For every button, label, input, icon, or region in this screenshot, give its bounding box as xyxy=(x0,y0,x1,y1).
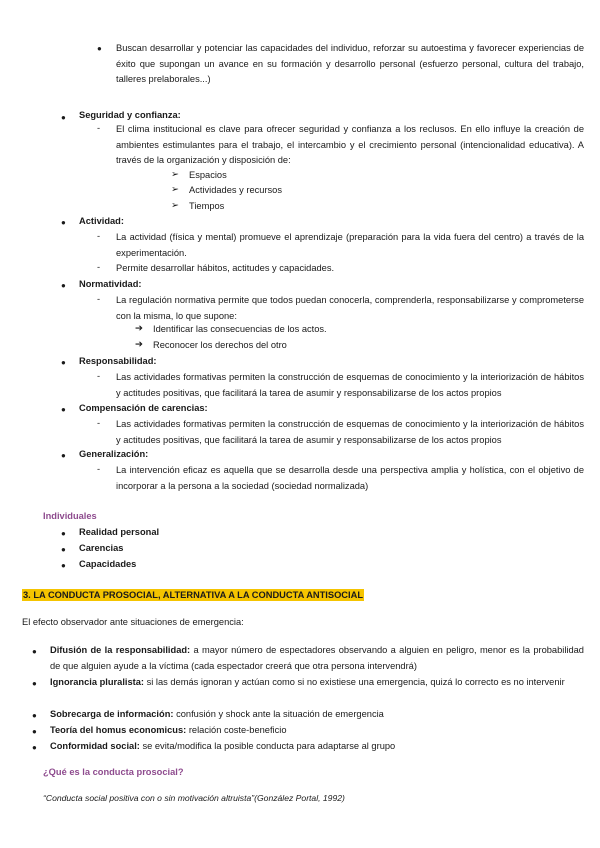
check-arrow-icon: ➢ xyxy=(171,200,179,210)
bullet-icon: ● xyxy=(61,545,66,554)
bullet-icon: ● xyxy=(61,281,66,290)
prosocial-item-text: se evita/modifica la posible conducta para adaptarse al grupo xyxy=(142,741,396,751)
bullet-icon: ● xyxy=(97,44,102,53)
individuales-item: Realidad personal xyxy=(79,527,160,537)
dash-icon: - xyxy=(97,418,101,428)
actividad-text-2: Permite desarrollar hábitos, actitudes y capacidades. xyxy=(116,263,335,273)
prosocial-item-label: Sobrecarga de información: xyxy=(50,709,174,719)
prosocial-question: ¿Qué es la conducta prosocial? xyxy=(43,767,184,777)
seguridad-item: Espacios xyxy=(189,170,227,180)
bullet-icon: ● xyxy=(32,727,37,736)
actividad-text-1: La actividad (física y mental) promueve el aprendizaje (preparación para la vida fuera del centro) a través de la experimentación. xyxy=(116,232,584,258)
dash-icon: - xyxy=(97,371,101,381)
bullet-icon: ● xyxy=(61,451,66,460)
compensacion-heading: Compensación de carencias: xyxy=(79,403,208,413)
actividad-heading: Actividad: xyxy=(79,216,124,226)
bullet-icon: ● xyxy=(61,218,66,227)
dash-icon: - xyxy=(97,123,101,133)
prosocial-item-label: Conformidad social: xyxy=(50,741,140,751)
seguridad-item: Actividades y recursos xyxy=(189,185,283,195)
arrow-right-icon: ➔ xyxy=(135,323,143,333)
compensacion-text: Las actividades formativas permiten la construcción de esquemas de conocimiento y la interiorización de hábitos y actitudes positivas, que facilitará la tarea de asumir y responsabilizarse de los actos propios xyxy=(116,419,584,445)
prosocial-item-label: Ignorancia pluralista: xyxy=(50,677,145,687)
prosocial-item-label: Difusión de la responsabilidad: xyxy=(50,645,191,655)
top-bullet-text: Buscan desarrollar y potenciar las capacidades del individuo, reforzar su autoestima y favorecer experiencias de éxito que supongan un avance en su formación y desarrollo personal (esfuerzo personal, cultura del trabajo, talleres prelaborales...) xyxy=(116,43,584,84)
section-title xyxy=(22,588,364,604)
individuales-heading: Individuales xyxy=(43,511,97,521)
dash-icon: - xyxy=(97,294,101,304)
generalizacion-heading: Generalización: xyxy=(79,449,149,459)
bullet-icon: ● xyxy=(61,358,66,367)
bullet-icon: ● xyxy=(32,711,37,720)
normatividad-item: Reconocer los derechos del otro xyxy=(153,340,287,350)
seguridad-item: Tiempos xyxy=(189,201,225,211)
bullet-icon: ● xyxy=(61,405,66,414)
prosocial-item xyxy=(50,707,584,723)
bullet-icon: ● xyxy=(61,561,66,570)
dash-icon: - xyxy=(97,262,101,272)
bullet-icon: ● xyxy=(32,679,37,688)
prosocial-item-text: confusión y shock ante la situación de emergencia xyxy=(176,709,384,719)
prosocial-item-text: relación coste-beneficio xyxy=(188,725,287,735)
normatividad-text: La regulación normativa permite que todos puedan conocerla, comprenderla, responsabilizarse y comprometerse con la misma, lo que supone: xyxy=(116,295,584,321)
dash-icon: - xyxy=(97,231,101,241)
section-intro: El efecto observador ante situaciones de emergencia: xyxy=(22,617,244,627)
bullet-icon: ● xyxy=(61,113,66,122)
prosocial-item-text: si las demás ignoran y actúan como si no existiese una emergencia, quizá lo correcto es no intervenir xyxy=(146,677,565,687)
responsabilidad-text: Las actividades formativas permiten la construcción de esquemas de conocimiento y la interiorización de hábitos y actitudes positivas, que facilitará la tarea de asumir y responsabilizarse de los actos propios xyxy=(116,372,584,398)
prosocial-item-text: a mayor número de espectadores observando a alguien en peligro, menor es la probabilidad de que alguien ayude a la víctima (cada espectador creerá que otra persona intervendrá) xyxy=(50,645,584,671)
dash-icon: - xyxy=(97,464,101,474)
normatividad-heading: Normatividad: xyxy=(79,279,142,289)
bullet-icon: ● xyxy=(61,529,66,538)
check-arrow-icon: ➢ xyxy=(171,169,179,179)
responsabilidad-heading: Responsabilidad: xyxy=(79,356,157,366)
check-arrow-icon: ➢ xyxy=(171,184,179,194)
section-title-text: 3. LA CONDUCTA PROSOCIAL, ALTERNATIVA A LA CONDUCTA ANTISOCIAL xyxy=(23,590,364,600)
prosocial-item xyxy=(50,723,584,739)
seguridad-heading: Seguridad y confianza: xyxy=(79,110,181,120)
normatividad-item: Identificar las consecuencias de los actos. xyxy=(153,324,327,334)
prosocial-item xyxy=(50,675,584,691)
prosocial-item xyxy=(50,739,584,755)
prosocial-quote: “Conducta social positiva con o sin motivación altruista”(González Portal, 1992) xyxy=(43,793,345,803)
arrow-right-icon: ➔ xyxy=(135,339,143,349)
prosocial-item xyxy=(50,643,584,674)
prosocial-item-label: Teoría del homus economicus: xyxy=(50,725,187,735)
bullet-icon: ● xyxy=(32,743,37,752)
generalizacion-text: La intervención eficaz es aquella que se desarrolla desde una perspectiva amplia y holística, con el objetivo de incorporar a la persona a la sociedad (sociedad normalizada) xyxy=(116,465,584,491)
individuales-item: Capacidades xyxy=(79,559,137,569)
bullet-icon: ● xyxy=(32,647,37,656)
seguridad-text: El clima institucional es clave para ofrecer seguridad y confianza a los reclusos. En ello influye la creación de ambientes estimulantes para el trabajo, el intercambio y el crecimiento personal (intencionalidad educativa). A través de la organización y disposición de: xyxy=(116,124,584,165)
individuales-item: Carencias xyxy=(79,543,124,553)
